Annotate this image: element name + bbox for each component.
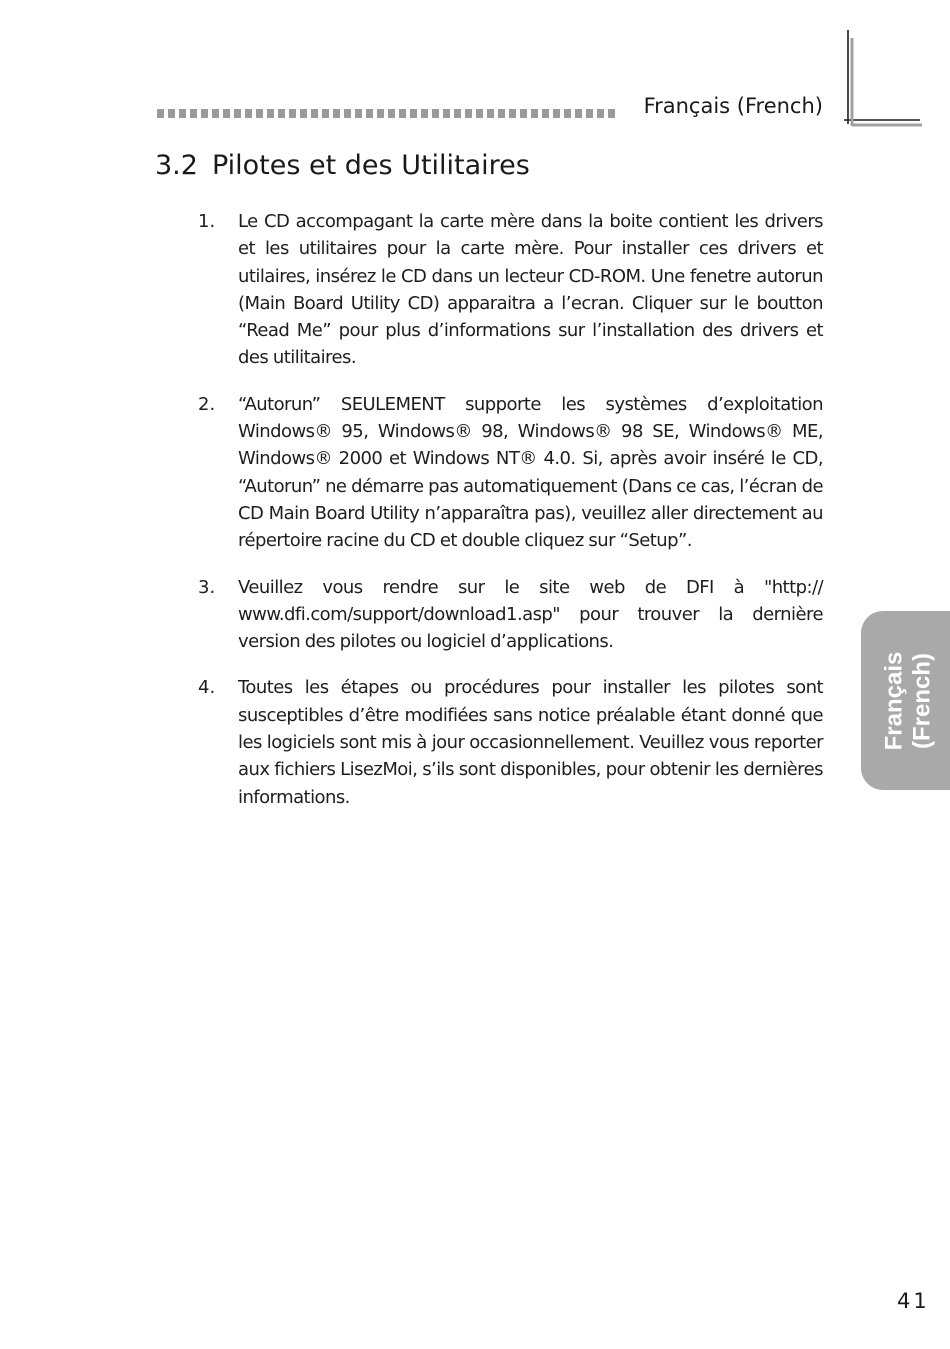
step-text: Toutes les étapes ou procédures pour installer les pilotes sont susceptibles d’être modifiées sans notice préalable étant donné que les logiciels sont mis à jour occasionnellement. Veuillez vous reporter aux fichiers LisezMoi, s’ils sont disponibles, pour obtenir les dernières informations. <box>238 677 823 808</box>
corner-crop-mark <box>844 30 922 128</box>
language-side-tab <box>861 611 950 790</box>
step-number: 4. <box>198 677 216 699</box>
side-tab-line-1: Français <box>880 651 908 750</box>
section-number: 3.2 <box>155 150 198 181</box>
section-heading <box>155 150 530 181</box>
page-number: 41 <box>897 1289 930 1313</box>
installation-steps-list <box>198 208 823 830</box>
side-tab-line-2: (French) <box>908 652 936 749</box>
step-item-1 <box>198 208 823 372</box>
step-text: Veuillez vous rendre sur le site web de DFI à "http:// www.dfi.com/support/download1.asp" pour trouver la dernière version des pilotes ou logiciel d’applications. <box>238 576 823 653</box>
step-number: 2. <box>198 393 216 415</box>
header-dot-leader <box>157 109 619 118</box>
step-text: “Autorun” SEULEMENT supporte les systèmes d’exploitation Windows® 95, Windows® 98, Windows® 98 SE, Windows® ME, Windows® 2000 et Windows NT® 4.0. Si, après avoir inséré le CD, “Autorun” ne démarre pas automatiquement (Dans ce cas, l’écran de CD Main Board Utility n’apparaîtra pas), veuillez aller directement au répertoire racine du CD et double cliquez sur “Setup”. <box>238 393 823 552</box>
running-header: Français (French) <box>643 94 823 118</box>
section-title: Pilotes et des Utilitaires <box>211 150 530 181</box>
side-tab-label <box>881 651 937 750</box>
step-text: Le CD accompagant la carte mère dans la boite contient les drivers et les utilitaires pour la carte mère. Pour installer ces drivers et utilaires, insérez le CD dans un lecteur CD-ROM. Une fenetre autorun (Main Board Utility CD) apparaitra a l’ecran. Cliquer sur le boutton “Read Me” pour plus d’informations sur l’installation des drivers et des utilitaires. <box>238 211 823 369</box>
step-item-4 <box>198 674 823 810</box>
step-number: 3. <box>198 576 216 598</box>
step-number: 1. <box>198 211 216 232</box>
step-item-3 <box>198 574 823 656</box>
step-item-2 <box>198 391 823 555</box>
